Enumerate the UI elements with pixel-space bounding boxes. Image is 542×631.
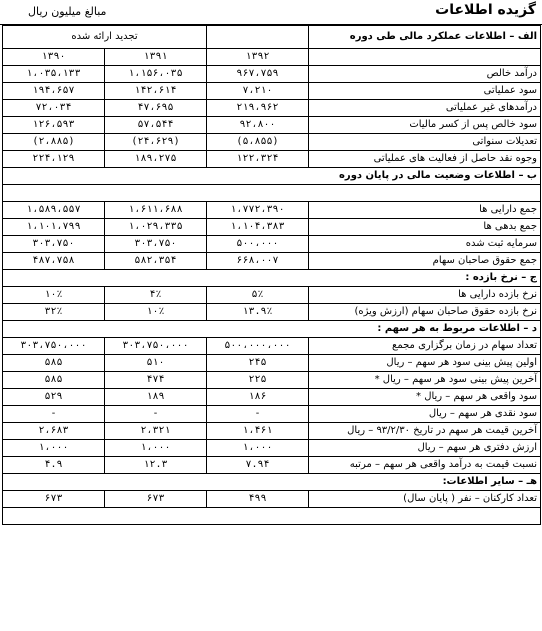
section-title: ب – اطلاعات وضعیت مالی در پایان دوره [3,168,541,185]
value-cell: ۱،۱۰۴،۳۸۳ [207,219,309,236]
value-cell: ۵۸۵ [3,355,105,372]
row-label: نسبت قیمت به درآمد واقعی هر سهم – مرتبه [309,457,541,474]
row-label: سود واقعی هر سهم – ریال * [309,389,541,406]
table-row [3,338,541,355]
page-title: گزیده اطلاعات [435,2,536,18]
table-row [3,236,541,253]
value-cell: ۷۲،۰۳۴ [3,100,105,117]
value-cell: ۲،۳۲۱ [105,423,207,440]
row-label: نرخ بازده حقوق صاحبان سهام (ارزش ویژه) [309,304,541,321]
value-cell: ۱،۴۶۱ [207,423,309,440]
value-cell: ۱،۰۰۰ [105,440,207,457]
value-cell: ۵۱۰ [105,355,207,372]
value-cell: ۱۸۹،۲۷۵ [105,151,207,168]
value-cell: ۲۴۵ [207,355,309,372]
value-cell: ۱،۷۷۲،۳۹۰ [207,202,309,219]
value-cell: ۶۷۳ [3,491,105,508]
value-cell: ۱۸۶ [207,389,309,406]
value-cell: ۴.۹ [3,457,105,474]
value-cell: ۲۲۴،۱۲۹ [3,151,105,168]
row-label: ارزش دفتری هر سهم – ریال [309,440,541,457]
value-cell: ۷،۲۱۰ [207,83,309,100]
section-title: ج – نرخ بازده : [3,270,541,287]
value-cell: ۱۲۲،۳۲۴ [207,151,309,168]
value-cell: ۲۱۹،۹۶۲ [207,100,309,117]
table-row [3,406,541,423]
row-label: تعداد سهام در زمان برگزاری مجمع [309,338,541,355]
table-row [3,117,541,134]
section-header-row [3,270,541,287]
row-label: درآمدهای غیر عملیاتی [309,100,541,117]
spacer-row [3,185,541,202]
value-cell: ۱۰٪ [105,304,207,321]
row-label: جمع حقوق صاحبان سهام [309,253,541,270]
row-label: تعداد کارکنان – نفر ( پایان سال) [309,491,541,508]
table-row [3,372,541,389]
spacer-row [3,508,541,525]
value-cell: ۹۶۷،۷۵۹ [207,66,309,83]
value-cell: - [105,406,207,423]
section-header-row [3,168,541,185]
value-cell: ۵۰۰،۰۰۰،۰۰۰ [207,338,309,355]
section-title: الف – اطلاعات عملکرد مالی طی دوره [309,26,541,49]
table-row [3,83,541,100]
row-label: سرمایه ثبت شده [309,236,541,253]
table-row [3,100,541,117]
value-cell: ۱۲۶،۵۹۳ [3,117,105,134]
value-cell: ۲،۶۸۳ [3,423,105,440]
value-cell: ۱۴۲،۶۱۴ [105,83,207,100]
value-cell: (۲،۸۸۵) [3,134,105,151]
year-header-blank [207,26,309,49]
value-cell: ۳۰۳،۷۵۰ [105,236,207,253]
table-row [3,457,541,474]
value-cell: ۱،۰۰۰ [207,440,309,457]
value-cell: ۶۶۸،۰۰۷ [207,253,309,270]
year-row [3,49,541,66]
unit-note: مبالغ میلیون ریال [28,5,107,18]
section-header-row [3,321,541,338]
value-cell: ۵۸۵ [3,372,105,389]
value-cell: ۱،۰۰۰ [3,440,105,457]
year-row-label [309,49,541,66]
row-label: اولین پیش بینی سود هر سهم – ریال [309,355,541,372]
table-row [3,219,541,236]
value-cell: ۱،۱۵۶،۰۳۵ [105,66,207,83]
spacer-cell [3,508,541,525]
row-label: آخرین پیش بینی سود هر سهم – ریال * [309,372,541,389]
table-row [3,134,541,151]
value-cell: ۴۹۹ [207,491,309,508]
value-cell: ۴۷۴ [105,372,207,389]
value-cell: ۱،۶۱۱،۶۸۸ [105,202,207,219]
section-header-row [3,26,541,49]
value-cell: ۱۰٪ [3,287,105,304]
restated-header: تجدید ارائه شده [3,26,207,49]
value-cell: ۵۷،۵۴۴ [105,117,207,134]
value-cell: ۱،۰۳۵،۱۳۳ [3,66,105,83]
row-label: سود نقدی هر سهم – ریال [309,406,541,423]
section-title: هـ – سایر اطلاعات: [3,474,541,491]
value-cell: ۳۲٪ [3,304,105,321]
value-cell: ۷.۹۴ [207,457,309,474]
summary-table [2,25,541,525]
row-label: جمع دارایی ها [309,202,541,219]
year-cell: ۱۳۹۱ [105,49,207,66]
value-cell: ۴۸۷،۷۵۸ [3,253,105,270]
year-cell: ۱۳۹۰ [3,49,105,66]
value-cell: ۶۷۳ [105,491,207,508]
row-label: سود خالص پس از کسر مالیات [309,117,541,134]
row-label: درآمد خالص [309,66,541,83]
row-label: وجوه نقد حاصل از فعالیت های عملیاتی [309,151,541,168]
value-cell: ۲۲۵ [207,372,309,389]
value-cell: ۴٪ [105,287,207,304]
value-cell: ۱،۰۲۹،۳۳۵ [105,219,207,236]
table-row [3,423,541,440]
table-row [3,202,541,219]
section-header-row [3,474,541,491]
table-row [3,304,541,321]
value-cell: ۵۲۹ [3,389,105,406]
spacer-cell [3,185,541,202]
value-cell: ۴۷،۶۹۵ [105,100,207,117]
value-cell: ۳۰۳،۷۵۰،۰۰۰ [105,338,207,355]
table-row [3,355,541,372]
value-cell: ۱۳.۹٪ [207,304,309,321]
value-cell: ۱،۱۰۱،۷۹۹ [3,219,105,236]
row-label: جمع بدهی ها [309,219,541,236]
value-cell: - [207,406,309,423]
table-row [3,491,541,508]
value-cell: ۵٪ [207,287,309,304]
table-row [3,66,541,83]
row-label: تعدیلات سنواتی [309,134,541,151]
value-cell: ۳۰۳،۷۵۰ [3,236,105,253]
value-cell: (۲۴،۶۲۹) [105,134,207,151]
table-row [3,253,541,270]
value-cell: - [3,406,105,423]
value-cell: ۱۲.۳ [105,457,207,474]
table-row [3,287,541,304]
row-label: سود عملیاتی [309,83,541,100]
table-row [3,440,541,457]
value-cell: ۱،۵۸۹،۵۵۷ [3,202,105,219]
row-label: آخرین قیمت هر سهم در تاریخ ۹۳/۲/۳۰ – ریال [309,423,541,440]
value-cell: ۹۲،۸۰۰ [207,117,309,134]
section-title: د – اطلاعات مربوط به هر سهم : [3,321,541,338]
value-cell: ۵۰۰،۰۰۰ [207,236,309,253]
year-cell: ۱۳۹۲ [207,49,309,66]
value-cell: ۳۰۳،۷۵۰،۰۰۰ [3,338,105,355]
value-cell: ۱۸۹ [105,389,207,406]
table-row [3,151,541,168]
value-cell: ۵۸۲،۳۵۴ [105,253,207,270]
table-row [3,389,541,406]
value-cell: ۱۹۴،۶۵۷ [3,83,105,100]
row-label: نرخ بازده دارایی ها [309,287,541,304]
value-cell: (۵،۸۵۵) [207,134,309,151]
